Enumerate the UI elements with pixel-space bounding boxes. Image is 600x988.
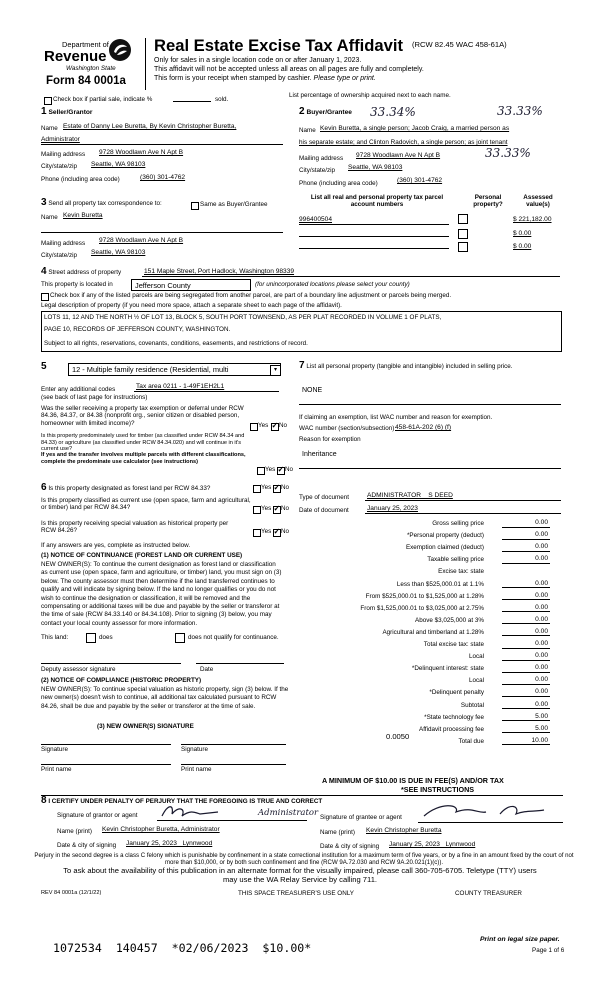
assessed-value-3[interactable]: $ 0.00: [513, 243, 532, 250]
s6-q1-no-checkbox[interactable]: [273, 485, 281, 493]
street-heading-num: 4: [41, 266, 47, 277]
tax-row-field-line: [502, 563, 550, 564]
parcel-col-header: List all real and personal property tax parcel account numbers: [310, 194, 444, 209]
deputy-date-line[interactable]: [196, 663, 284, 664]
corr-city-label: City/state/zip: [41, 252, 78, 259]
parcel-number-1[interactable]: 996400504: [299, 216, 333, 223]
tax-row-label: From $1,525,000.01 to $3,025,000 at 2.75%: [360, 604, 484, 612]
tax-row-value[interactable]: 0.00: [535, 603, 548, 611]
grantee-sig-label: Signature of grantee or agent: [320, 814, 402, 821]
buyer-name-line1[interactable]: Kevin Buretta, a single person; Jacob Craig, a married person as: [320, 125, 510, 132]
tax-row-field-line: [502, 648, 550, 649]
notice1-body: NEW OWNER(S): To continue the current designation as forest land or classification as current use (open space, farm and agriculture, or timber) land, you must sign on (3) below. The county assessor must then determine if the land transferred continues to qualify and will indicate by signing below. If the land no longer qualifies or you do not wish to continue the designation or classification, it will be removed and the compensating or additional taxes will be due and payable by the seller or transferor at the time of sale (RCW 84.33.140 or 84.34.108). Prior to signing (3) below, you may contact your local county assessor for more information.: [41, 561, 282, 627]
section5-q2b: If yes and the transfer involves multiple parcels with different classifications, complete the predominate use calculator (see instructions): [41, 452, 246, 465]
does-not-qualify-checkbox[interactable]: [175, 633, 185, 643]
county-label: This property is located in: [41, 281, 113, 288]
grantee-sig-line: [418, 822, 563, 823]
tax-row-label: *State technology fee: [424, 713, 484, 721]
personal-property-checkbox-2[interactable]: [458, 229, 468, 239]
tax-row-value[interactable]: 5.00: [535, 712, 548, 720]
corr-mail-field[interactable]: 9728 Woodlawn Ave N Apt B: [99, 237, 184, 244]
seller-city-label: City/state/zip: [41, 163, 78, 170]
reason-label: Reason for exemption: [299, 436, 361, 443]
s6-q1-no-label: No: [281, 484, 290, 491]
segregated-label: Check box if any of the listed parcels are being segregated from another parcel, are part of a boundary line adjustment or parcels being merged.: [50, 292, 452, 299]
tax-row-value[interactable]: 0.00: [535, 700, 548, 708]
additional-codes-label: Enter any additional codes: [41, 386, 116, 393]
buyer-pct-handwritten-3: 33.33%: [485, 146, 531, 160]
buyer-mail-field[interactable]: 9728 Woodlawn Ave N Apt B: [356, 152, 441, 159]
treasurer-use-label: THIS SPACE TREASURER'S USE ONLY: [238, 890, 354, 897]
assessed-value-1[interactable]: $ 221,182.00: [513, 216, 552, 223]
doc-type-field[interactable]: ADMINISTRATOR S DEED: [367, 492, 453, 499]
does-not-label: does not qualify for continuance.: [188, 634, 279, 641]
q2-yes-label: Yes: [265, 466, 276, 473]
header-note-3-text: This form is your receipt when stamped by cashier.: [154, 75, 312, 82]
grantee-name-label: Name (print): [320, 829, 355, 836]
tax-row-value[interactable]: 5.00: [535, 724, 548, 732]
tax-row-label: *Delinquent interest: state: [411, 665, 484, 673]
tax-row-field-line: [502, 684, 550, 685]
tax-row-field-line: [502, 720, 550, 721]
buyer-pct-handwritten-1: 33.34%: [370, 105, 416, 119]
form-title: Real Estate Excise Tax Affidavit: [154, 36, 404, 55]
seller-phone-field[interactable]: (360) 301-4762: [140, 174, 186, 181]
parcel-line-1: [299, 224, 449, 225]
tax-row-label: Affidavit processing fee: [419, 725, 484, 733]
grantor-date-field[interactable]: January 25, 2023 Lynnwood: [126, 840, 213, 847]
does-qualify-checkbox[interactable]: [86, 633, 96, 643]
tax-row-value[interactable]: 0.00: [535, 615, 548, 623]
wac-field[interactable]: 458-61A-202 (6) (f): [395, 424, 452, 431]
section6-q1-text: Is this property designated as forest land per RCW 84.33?: [48, 485, 211, 492]
county-note: (for unincorporated locations please select your county): [255, 281, 410, 288]
tax-row-field-line: [502, 696, 550, 697]
certify-text: I CERTIFY UNDER PENALTY OF PERJURY THAT THE FOREGOING IS TRUE AND CORRECT: [48, 798, 323, 805]
tax-row-value[interactable]: 0.00: [535, 591, 548, 599]
grantee-date-label: Date & city of signing: [320, 843, 380, 850]
grantor-sig-line: [157, 820, 307, 821]
grantor-signature-image[interactable]: [160, 800, 260, 822]
tax-row-field-line: [502, 551, 550, 552]
s6-q3-no-checkbox[interactable]: [273, 529, 281, 537]
buyer-mail-label: Mailing address: [299, 155, 344, 162]
seller-name-underline: [41, 144, 283, 145]
grantee-date-field[interactable]: January 25, 2023 Lynnwood: [389, 841, 476, 848]
dor-logo-icon: [108, 38, 132, 62]
tax-row-value[interactable]: 0.00: [535, 555, 548, 563]
seller-name-line2[interactable]: Administrator: [41, 136, 80, 143]
tax-row-value[interactable]: 10.00: [531, 736, 548, 744]
section7-label-text: List all personal property (tangible and intangible) included in selling price.: [306, 363, 513, 370]
seller-name-line1[interactable]: Estate of Danny Lee Buretta, By Kevin Christopher Buretta,: [63, 123, 237, 130]
tax-row-value[interactable]: 0.00: [535, 664, 548, 672]
washington-state-label: Washington State: [66, 65, 116, 72]
reason-value[interactable]: Inheritance: [302, 451, 337, 458]
personal-property-value[interactable]: NONE: [302, 387, 323, 394]
header-note-3-emph: Please type or print.: [313, 75, 376, 82]
tax-row-value[interactable]: 0.00: [535, 640, 548, 647]
dept-of-label: Department of: [62, 40, 109, 49]
q2-no-checkbox[interactable]: [277, 467, 285, 475]
header-note-1: Only for sales in a single location code on or after January 1, 2023.: [154, 57, 362, 64]
partial-sale-checkbox[interactable]: [44, 97, 52, 105]
s6-q2-yes-checkbox[interactable]: [253, 506, 261, 514]
street-underline: [142, 276, 560, 277]
section7-num: 7: [299, 360, 305, 371]
doc-type-underline: [365, 500, 561, 501]
tax-row-value[interactable]: 0.00: [535, 627, 548, 635]
legal-desc-line3: Subject to all rights, reservations, covenants, conditions, easements, and restrictions of record.: [44, 340, 308, 347]
s6-q2-no-label: No: [281, 505, 290, 512]
ownership-instruction: List percentage of ownership acquired next to each name.: [289, 92, 451, 99]
revision-label: REV 84 0001a (12/1/22): [41, 890, 102, 896]
tax-row-label: Exemption claimed (deduct): [405, 544, 484, 552]
buyer-name-line2[interactable]: his separate estate; and Clinton Radovich, a single person; as joint tenant: [299, 139, 508, 146]
tax-row-field-line: [502, 744, 550, 745]
revenue-logo-text: Revenue: [44, 48, 107, 65]
q2-no-label: No: [285, 466, 294, 473]
tax-row-label: Above $3,025,000 at 3%: [415, 616, 484, 624]
street-label: Street address of property: [48, 269, 122, 276]
personal-property-col-header: Personal property?: [473, 194, 503, 209]
land-use-select-value: 12 - Multiple family residence (Residential, multi: [72, 365, 229, 374]
header-note-2: This affidavit will not be accepted unless all areas on all pages are fully and completely.: [154, 66, 424, 73]
legal-desc-box[interactable]: [41, 311, 562, 352]
tax-row-label: Excise tax: state: [438, 568, 484, 576]
buyer-heading-num: 2: [299, 106, 305, 117]
seller-heading: [41, 108, 93, 117]
personal-property-checkbox-3[interactable]: [458, 242, 468, 252]
correspondence-heading: [41, 199, 162, 207]
grantor-name-label: Name (print): [57, 828, 92, 835]
buyer-pct-handwritten-2: 33.33%: [497, 104, 543, 118]
grantor-name-field[interactable]: Kevin Christopher Buretta, Administrator: [102, 826, 220, 833]
tax-row-label: *Delinquent penalty: [429, 689, 484, 697]
rcw-reference: (RCW 82.45 WAC 458-61A): [412, 40, 507, 49]
alternate-format-notice: To ask about the availability of this publication in an alternate format for the visually impaired, please call 360-705-6705. Teletype (TTY) users may use the WA Relay Service by calling 711.: [63, 866, 537, 884]
q1-yes-label: Yes: [258, 422, 269, 429]
s6-q2-no-checkbox[interactable]: [273, 506, 281, 514]
section6-q2: Is this property classified as current use (open space, farm and agricultural, or timber) land per RCW 84.34?: [41, 497, 251, 512]
personal-property-checkbox-1[interactable]: [458, 214, 468, 224]
corr-mail-label: Mailing address: [41, 240, 86, 247]
header-divider: [145, 38, 146, 90]
notice2-title: (2) NOTICE OF COMPLIANCE (HISTORIC PROPERTY): [41, 677, 202, 684]
tax-row-value[interactable]: 0.00: [535, 652, 548, 660]
s6-q1-yes-label: Yes: [261, 484, 272, 491]
tax-row-field-line: [502, 732, 550, 733]
same-as-buyer-label: Same as Buyer/Grantee: [200, 201, 268, 208]
buyer-heading: [299, 108, 352, 117]
cashier-stamp: 1072534 140457 *02/06/2023 $10.00*: [53, 941, 312, 955]
correspondence-heading-text: Send all property tax correspondence to:: [48, 200, 162, 207]
tax-row-value[interactable]: 0.00: [535, 579, 548, 587]
tax-row-label: Gross selling price: [432, 520, 484, 527]
additional-codes-underline: [134, 391, 279, 392]
reason-line: [299, 468, 561, 469]
tax-row-value[interactable]: 0.00: [535, 676, 548, 684]
header-note-3: [154, 75, 376, 83]
tax-row-label: Total excise tax: state: [423, 641, 484, 648]
grantor-sig-label: Signature of grantor or agent: [57, 812, 138, 819]
section7-label: [299, 362, 561, 370]
section8-num: 8: [41, 795, 47, 806]
grantor-handwritten-title: Administrator: [258, 808, 319, 818]
tax-row-field-line: [502, 539, 550, 540]
tax-row-label: Taxable selling price: [427, 556, 484, 564]
section5-q2: Is this property predominately used for timber (as classified under RCW 84.34 and 84.33) or agriculture (as classified under RCW 84.34.020) and will continue in it's current use?: [41, 433, 245, 453]
tax-row-label: Less than $525,000.01 at 1.1%: [396, 580, 484, 588]
grantee-signature-image[interactable]: [420, 800, 550, 822]
legal-desc-line2: PAGE 10, RECORDS OF JEFFERSON COUNTY, WASHINGTON.: [44, 326, 231, 333]
seller-heading-num: 1: [41, 106, 47, 117]
additional-codes-field[interactable]: Tax area 0211 - 1-49F1EH2L1: [136, 383, 225, 390]
tax-row-field-line: [502, 527, 550, 528]
s6-q3-yes-checkbox[interactable]: [253, 529, 261, 537]
grantee-name-field[interactable]: Kevin Christopher Buretta: [366, 827, 442, 834]
grantor-date-label: Date & city of signing: [57, 842, 117, 849]
notice1-title: (1) NOTICE OF CONTINUANCE (FOREST LAND OR CURRENT USE): [41, 552, 243, 559]
personal-property-line: [299, 404, 561, 405]
minimum-due-note: A MINIMUM OF $10.00 IS DUE IN FEE(S) AND/OR TAX: [322, 776, 504, 785]
tax-row-field-line: [502, 611, 550, 612]
buyer-city-field[interactable]: Seattle, WA 98103: [348, 164, 403, 171]
buyer-city-label: City/state/zip: [299, 167, 336, 174]
q1-no-checkbox[interactable]: [271, 423, 279, 431]
doc-date-label: Date of document: [299, 507, 349, 514]
buyer-phone-field[interactable]: (360) 301-4762: [397, 177, 443, 184]
tax-row-label: Total due: [458, 737, 484, 745]
q2-yes-checkbox[interactable]: [257, 467, 265, 475]
buyer-heading-text: Buyer/Grantee: [306, 109, 352, 116]
deputy-sig-line[interactable]: [41, 663, 181, 664]
tax-row-field-line: [502, 623, 550, 624]
seller-mail-label: Mailing address: [41, 151, 86, 158]
parcel-line-2: [299, 236, 449, 237]
page-number: Page 1 of 6: [532, 947, 565, 954]
section6-q1: [41, 484, 210, 492]
same-as-buyer-checkbox[interactable]: [191, 202, 199, 210]
tax-row-value[interactable]: 0.00: [535, 519, 548, 526]
additional-codes-note: (see back of last page for instructions): [41, 394, 148, 401]
doc-date-field[interactable]: January 25, 2023: [367, 505, 418, 512]
owner-print-line-2[interactable]: [181, 764, 286, 765]
tax-row-field-line: [502, 708, 550, 709]
tax-row-label: Local: [468, 653, 484, 661]
tax-row-value[interactable]: 0.00: [535, 688, 548, 696]
notice3-title: (3) NEW OWNER(S) SIGNATURE: [97, 723, 194, 730]
buyer-name-label: Name: [299, 127, 316, 134]
corr-name-label: Name: [41, 214, 58, 221]
deputy-date-label: Date: [200, 666, 214, 673]
assessed-value-col-header: Assessed value(s): [523, 194, 553, 209]
tax-row-label: Subtotal: [460, 701, 484, 709]
seller-city-field[interactable]: Seattle, WA 98103: [91, 161, 146, 168]
section8-divider: [41, 795, 563, 796]
parcel-line-3: [299, 248, 449, 249]
tax-row-field-line: [502, 635, 550, 636]
seller-mail-field[interactable]: 9728 Woodlawn Ave N Apt B: [99, 149, 184, 156]
q1-yes-checkbox[interactable]: [250, 423, 258, 431]
doc-type-label: Type of document: [299, 494, 350, 501]
assessed-value-2[interactable]: $ 0.00: [513, 230, 532, 237]
seller-phone-label: Phone (including area code): [41, 176, 120, 183]
partial-sale-percent-field[interactable]: [173, 101, 211, 102]
does-label: does: [99, 634, 113, 641]
this-land-label: This land:: [41, 634, 69, 641]
corr-name-field[interactable]: Kevin Buretta: [63, 212, 103, 219]
doc-date-underline: [365, 513, 561, 514]
q1-no-label: No: [279, 422, 288, 429]
correspondence-heading-num: 3: [41, 197, 47, 208]
tax-row-label: *Personal property (deduct): [406, 532, 484, 540]
if-yes-instruction: If any answers are yes, complete as instructed below.: [41, 542, 191, 549]
tax-row-label: Agricultural and timberland at 1.28%: [382, 628, 484, 636]
land-use-select[interactable]: [68, 363, 281, 376]
tax-row-field-line: [502, 672, 550, 673]
wac-label: WAC number (section/subsection): [299, 425, 395, 432]
buyer-phone-label: Phone (including area code): [299, 180, 378, 187]
section5-num: 5: [41, 361, 47, 372]
seller-name-label: Name: [41, 125, 58, 132]
owner-sig-label-1: Signature: [41, 746, 68, 753]
legal-desc-line1: LOTS 11, 12 AND THE NORTH ½ OF LOT 13, BLOCK 5, SOUTH PORT TOWNSEND, AS PER PLAT RECORDED IN VOLUME 1 OF PLATS,: [44, 314, 442, 321]
owner-sig-line-1[interactable]: [41, 744, 171, 745]
segregated-checkbox[interactable]: [41, 293, 49, 301]
county-select-value: Jefferson County: [135, 281, 191, 290]
s6-q1-yes-checkbox[interactable]: [253, 485, 261, 493]
tax-row-field-line: [502, 660, 550, 661]
section5-q1: Was the seller receiving a property tax exemption or deferral under RCW 84.36, 84.37, or 84.38 (nonprofit org., senior citizen or disabled person, homeowner with limited income)?: [41, 405, 244, 427]
tax-row-field-line: [502, 599, 550, 600]
form-number: Form 84 0001a: [46, 75, 126, 87]
see-instructions-note: *SEE INSTRUCTIONS: [401, 785, 475, 794]
tax-row-value[interactable]: 0.00: [535, 531, 548, 539]
owner-sig-line-2[interactable]: [181, 744, 286, 745]
owner-print-label-2: Print name: [181, 766, 212, 773]
corr-name-underline-2: [41, 232, 283, 233]
tax-row-field-line: [502, 587, 550, 588]
partial-sale-sold-label: sold.: [215, 96, 229, 103]
section6-num: 6: [41, 482, 47, 493]
street-field[interactable]: 151 Maple Street, Port Hadlock, Washington 98339: [144, 268, 295, 275]
local-rate-value: 0.0050: [386, 732, 410, 741]
deputy-sig-label: Deputy assessor signature: [41, 666, 116, 673]
street-heading: [41, 268, 121, 276]
legal-desc-label: Legal description of property (if you need more space, attach a separate sheet to each page of the affidavit).: [41, 302, 342, 309]
s6-q2-yes-label: Yes: [261, 505, 272, 512]
tax-row-label: Local: [468, 677, 484, 685]
owner-print-label-1: Print name: [41, 766, 72, 773]
owner-print-line-1[interactable]: [41, 764, 171, 765]
s6-q3-yes-label: Yes: [261, 528, 272, 535]
seller-heading-text: Seller/Grantor: [48, 109, 93, 116]
exemption-instruction: If claiming an exemption, list WAC number and reason for exemption.: [299, 414, 493, 421]
tax-row-label: From $525,000.01 to $1,525,000 at 1.28%: [365, 592, 484, 600]
county-select[interactable]: [131, 279, 251, 291]
tax-row-value[interactable]: 0.00: [535, 543, 548, 551]
s6-q3-no-label: No: [281, 528, 290, 535]
corr-city-field[interactable]: Seattle, WA 98103: [91, 249, 146, 256]
perjury-notice: Perjury in the second degree is a class C felony which is punishable by confinement in a state correctional institution for a maximum term of five years, or by a fine in an amount fixed by the court of not more than $10,000, or by both such confinement and fine (RCW 9A.72.030 and RCW 9A.20.021(1)(c)).: [34, 852, 574, 867]
notice2-body: NEW OWNER(S): To continue special valuation as historic property, sign (3) below. If the new owner(s) doesn't wish to continue, all additional tax calculated pursuant to RCW 84.26, shall be due and payable by the seller or transferor at the time of sale.: [41, 686, 289, 710]
land-use-dropdown-icon[interactable]: ▾: [270, 365, 281, 376]
owner-sig-label-2: Signature: [181, 746, 208, 753]
county-treasurer-label: COUNTY TREASURER: [455, 890, 522, 897]
section6-q3: Is this property receiving special valuation as historical property per RCW 84.26?: [41, 520, 229, 535]
legal-paper-note: Print on legal size paper.: [480, 936, 560, 943]
partial-sale-label: Check box if partial sale, indicate %: [53, 96, 153, 103]
